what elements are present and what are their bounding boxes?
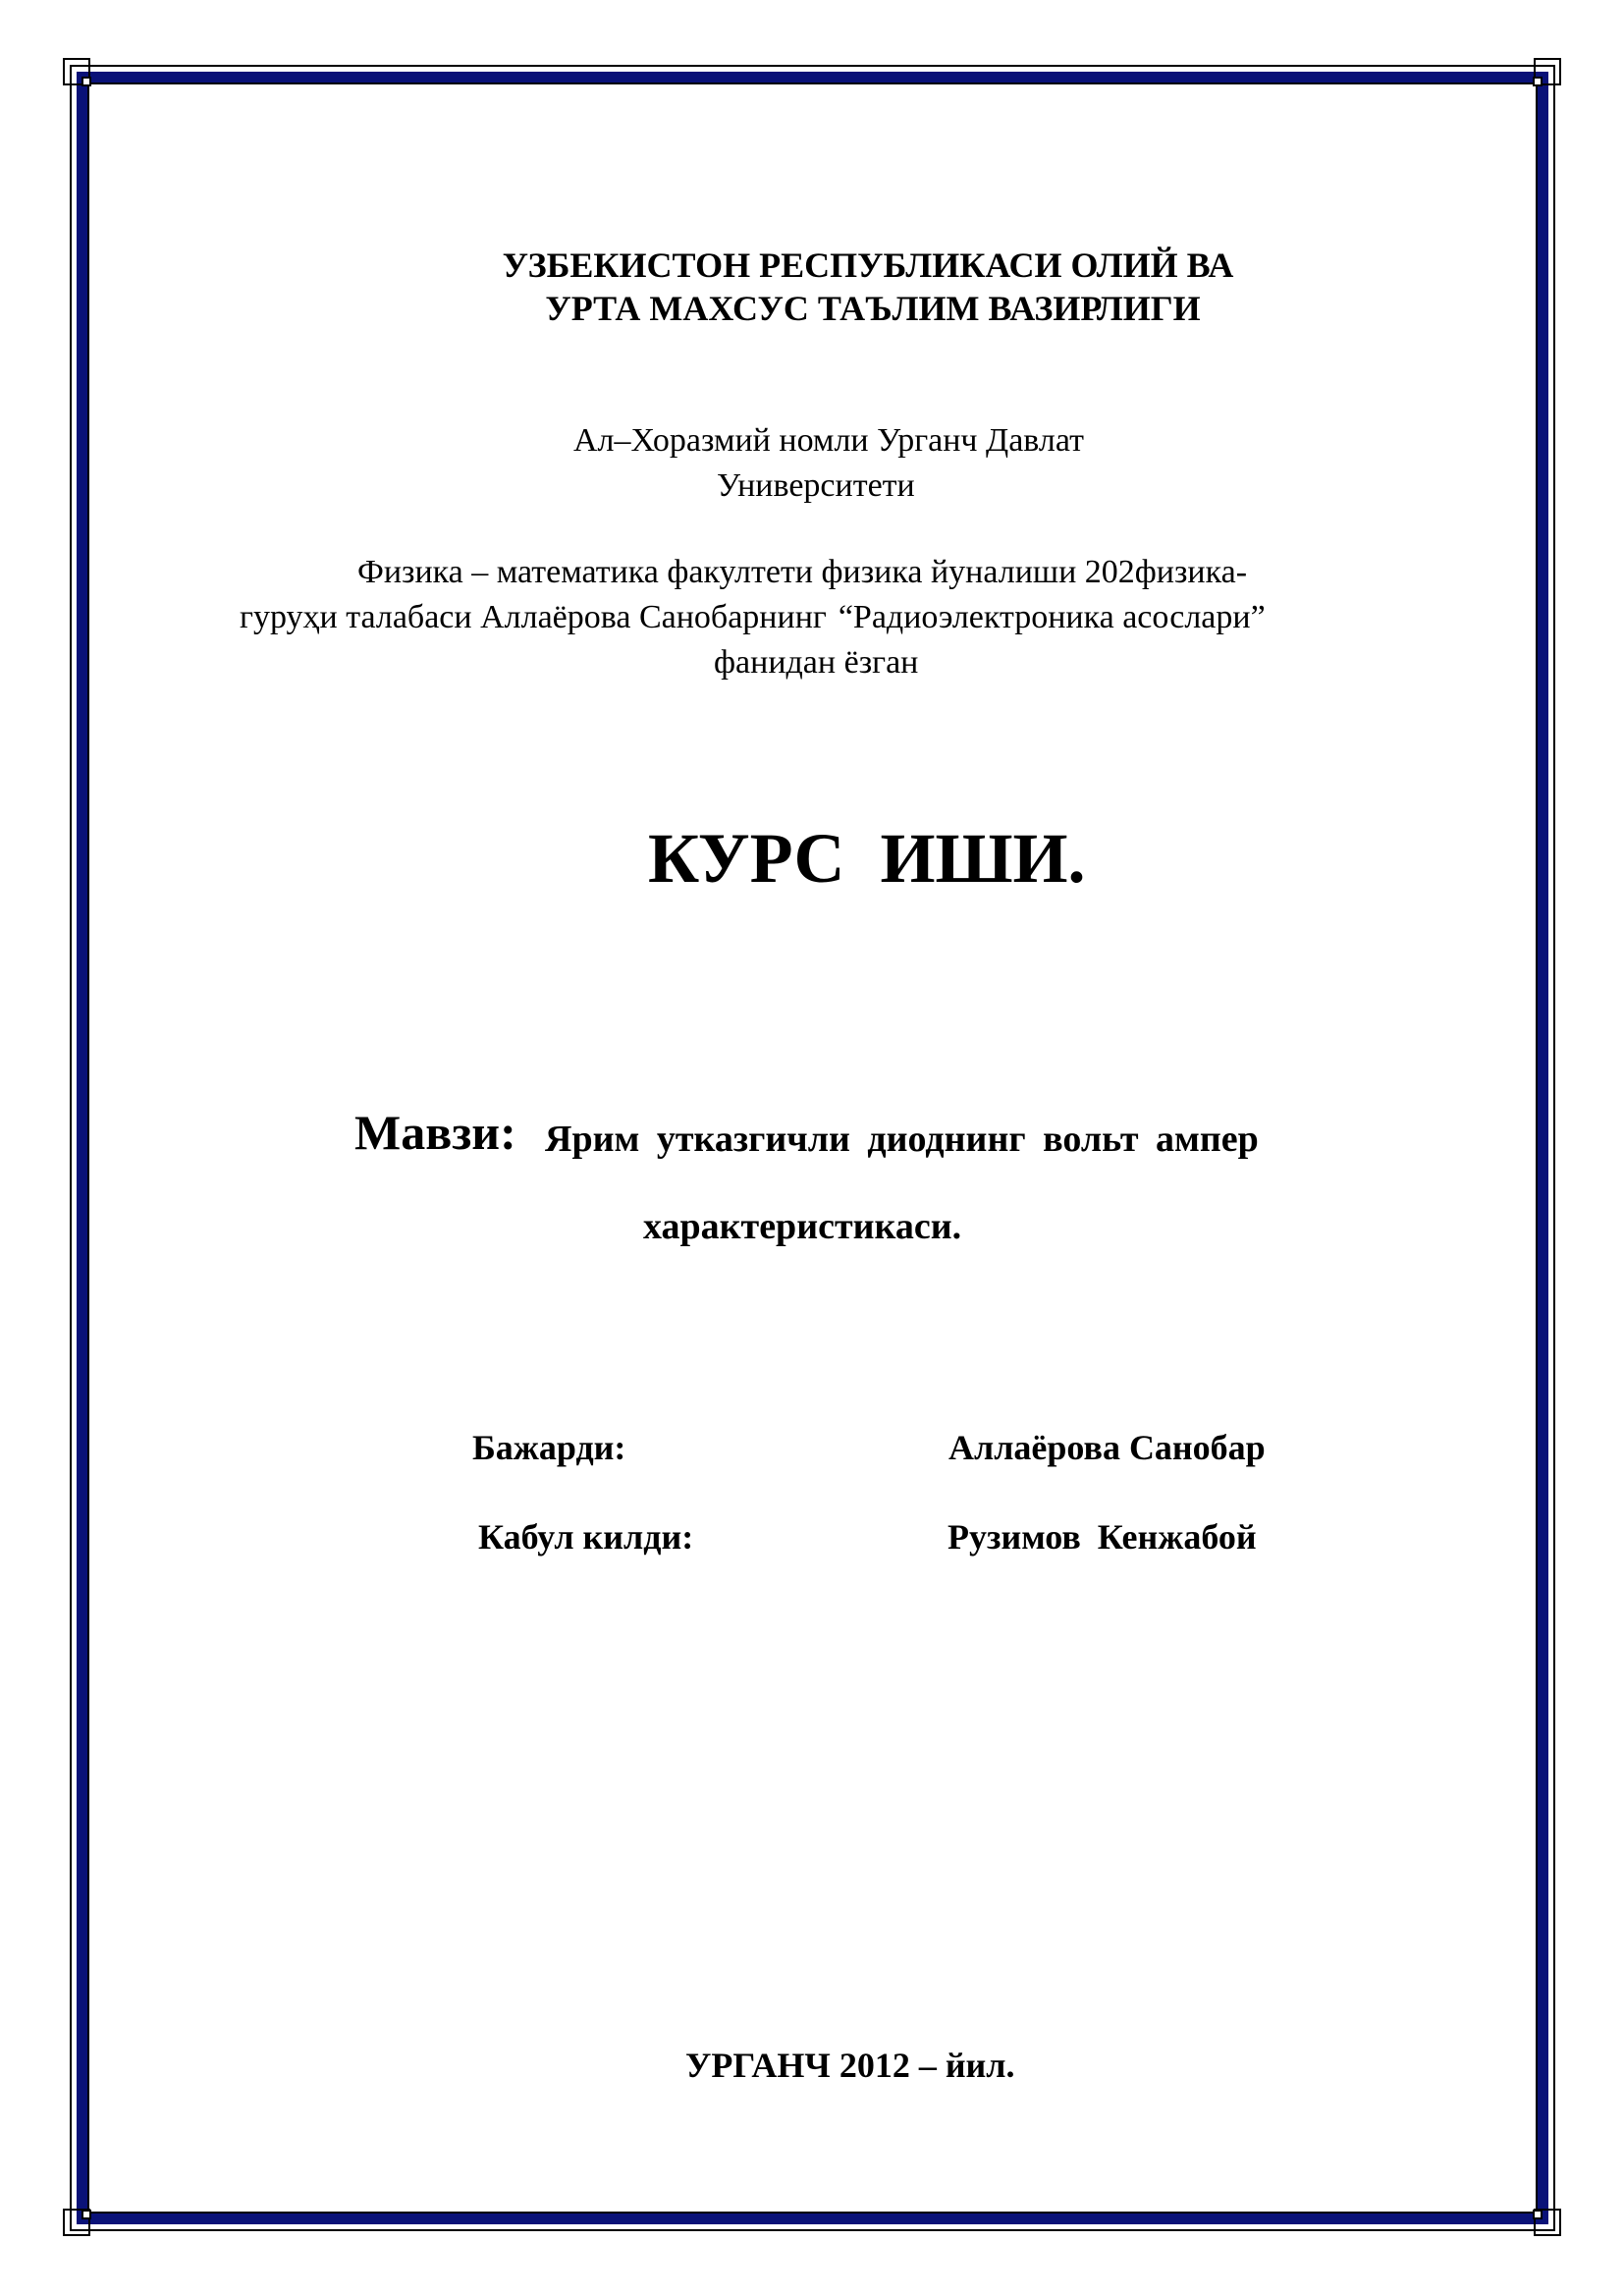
topic-text-line1: Ярим утказгичли диоднинг вольт ампер	[545, 1119, 1259, 1160]
university-name-line2: Университети	[717, 467, 915, 504]
ministry-heading-line1: УЗБЕКИСТОН РЕСПУБЛИКАСИ ОЛИЙ ВА	[502, 246, 1234, 285]
performed-by-label: Бажарди:	[472, 1428, 626, 1467]
accepted-by-value: Рузимов Кенжабой	[947, 1517, 1257, 1557]
document-title: КУРС ИШИ.	[648, 819, 1086, 898]
ministry-heading-line2: УРТА МАХСУС ТАЪЛИМ ВАЗИРЛИГИ	[545, 289, 1201, 328]
university-name-line1: Ал–Хоразмий номли Урганч Давлат	[573, 422, 1084, 459]
student-info-line3: фанидан ёзган	[714, 644, 919, 681]
border-corner-square-top-right	[1533, 77, 1543, 86]
course-name: “Радиоэлектроника асослари”	[838, 599, 1266, 635]
accepted-by-label: Кабул килди:	[478, 1517, 694, 1557]
student-info-line1: Физика – математика факултети физика йуналиши 202физика-	[357, 554, 1248, 590]
performed-by-value: Аллаёрова Санобар	[948, 1428, 1266, 1467]
border-corner-square-bottom-right	[1533, 2210, 1543, 2219]
topic-text-line2: характеристикаси.	[643, 1206, 962, 1247]
border-corner-square-top-left	[81, 77, 91, 86]
topic-label: Мавзи:	[354, 1105, 516, 1160]
border-corner-square-bottom-left	[81, 2210, 91, 2219]
footer-place-year: УРГАНЧ 2012 – йил.	[685, 2046, 1015, 2085]
student-info-line2	[240, 601, 1266, 634]
student-info-name: гуруҳи талабаси Аллаёрова Санобарнинг	[240, 599, 827, 635]
